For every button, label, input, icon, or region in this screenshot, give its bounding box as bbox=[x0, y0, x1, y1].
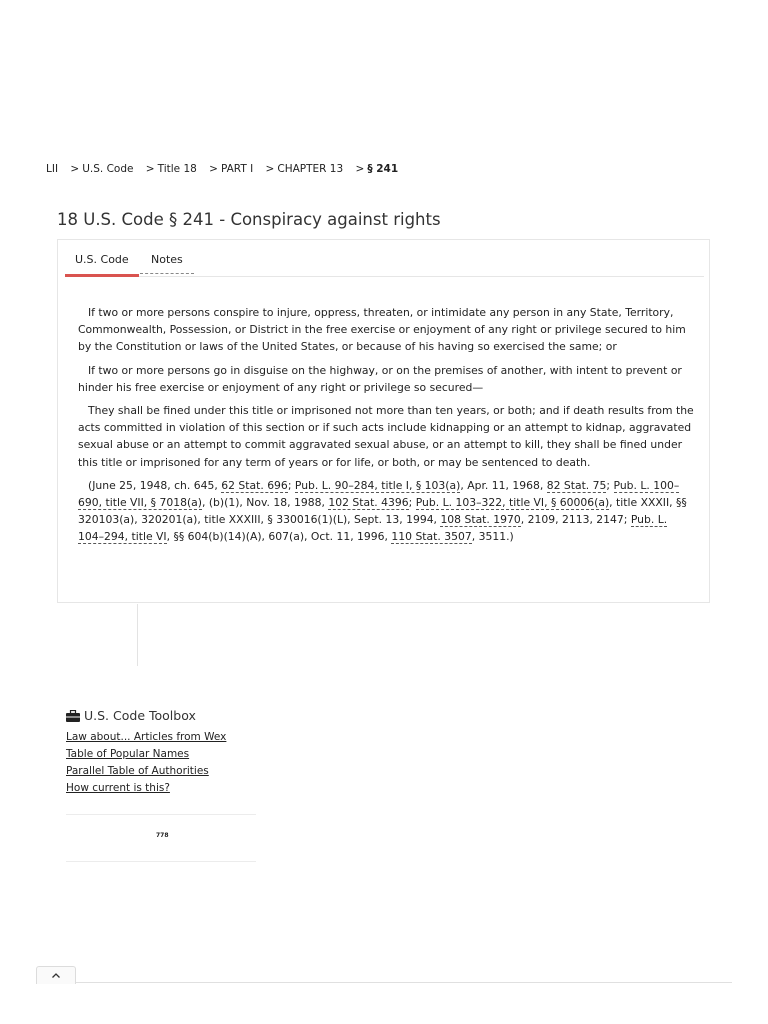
breadcrumb-item-title-18[interactable]: Title 18 bbox=[157, 163, 197, 175]
chevron-up-icon bbox=[51, 972, 61, 979]
source-text: (June 25, 1948, ch. 645, bbox=[88, 478, 222, 492]
breadcrumb-separator: > bbox=[145, 163, 155, 175]
notes-tab-underline bbox=[140, 273, 194, 274]
toolbox-link-wex[interactable]: Law about... Articles from Wex bbox=[66, 731, 227, 743]
source-link[interactable]: 108 Stat. 1970 bbox=[440, 513, 521, 527]
toolbox-links bbox=[66, 729, 256, 797]
page-title: 18 U.S. Code § 241 - Conspiracy against rights bbox=[57, 210, 441, 229]
tab-us-code[interactable]: U.S. Code bbox=[75, 253, 129, 266]
breadcrumb-separator: > bbox=[355, 163, 365, 175]
statute-panel bbox=[57, 239, 710, 603]
back-to-top-button[interactable] bbox=[36, 966, 76, 984]
briefcase-icon bbox=[66, 710, 80, 722]
source-credits bbox=[78, 477, 694, 546]
source-text: , 3511.) bbox=[471, 530, 514, 544]
footer-divider bbox=[36, 982, 732, 983]
source-link[interactable]: 102 Stat. 4396 bbox=[328, 496, 409, 510]
toolbox-link-how-current[interactable]: How current is this? bbox=[66, 782, 170, 794]
breadcrumb-current: § 241 bbox=[367, 163, 399, 175]
breadcrumb-separator: > bbox=[70, 163, 80, 175]
divider-line bbox=[137, 604, 138, 666]
source-text: , title XXXII, §§ 320103(a), 320201(a), title XXXIII, § 330016(1)(L), Sept. 13, 1994, bbox=[78, 496, 687, 527]
source-text: ; bbox=[287, 478, 295, 492]
toolbox-badge-box bbox=[66, 814, 256, 862]
source-link[interactable]: 62 Stat. 696 bbox=[221, 478, 288, 492]
statute-paragraph-2: If two or more persons go in disguise on the highway, or on the premises of another, with intent to prevent or hinder his free exercise or enjoyment of any right or privilege so secured— bbox=[78, 363, 682, 394]
source-link[interactable]: Pub. L. 104–294, title VI bbox=[78, 513, 668, 544]
tab-notes[interactable]: Notes bbox=[151, 253, 183, 266]
source-link[interactable]: 110 Stat. 3507 bbox=[391, 530, 472, 544]
toolbox-title: U.S. Code Toolbox bbox=[84, 708, 196, 723]
breadcrumb bbox=[46, 163, 407, 175]
breadcrumb-separator: > bbox=[209, 163, 218, 175]
toolbox-link-parallel-table[interactable]: Parallel Table of Authorities bbox=[66, 765, 209, 777]
statute-paragraph-3: They shall be fined under this title or imprisoned not more than ten years, or both; and if death results from the acts committed in violation of this section or if such acts include kidnapping or an attempt to kidnap, aggravated sexual abuse or an attempt to commit aggravated sexual abuse, or an attempt to kill, they shall be fined under this title or imprisoned for any term of years or for life, or both, or may be sentenced to death. bbox=[78, 404, 694, 469]
toolbox-link-popular-names[interactable]: Table of Popular Names bbox=[66, 748, 190, 760]
breadcrumb-lii[interactable]: LII bbox=[46, 163, 59, 175]
tab-bar bbox=[65, 240, 704, 277]
breadcrumb-separator: > bbox=[265, 163, 275, 175]
toolbox-header bbox=[66, 708, 256, 723]
source-text: , §§ 604(b)(14)(A), 607(a), Oct. 11, 1996, bbox=[166, 530, 392, 544]
badge-count: 778 bbox=[156, 832, 169, 839]
breadcrumb-item-chapter-13[interactable]: CHAPTER 13 bbox=[277, 163, 344, 175]
breadcrumb-item-us-code[interactable]: U.S. Code bbox=[82, 163, 134, 175]
source-text: , 2109, 2113, 2147; bbox=[520, 513, 631, 527]
statute-paragraph-1: If two or more persons conspire to injure, oppress, threaten, or intimidate any person in any State, Territory, Commonwealth, Possession, or District in the free exercise or enjoyment of any right or privilege secured to him by the Constitution or laws of the United States, or because of his having so exercised the same; or bbox=[78, 306, 686, 354]
source-text: ; bbox=[606, 478, 614, 492]
statute-text bbox=[78, 304, 694, 552]
source-text: , (b)(1), Nov. 18, 1988, bbox=[201, 496, 329, 510]
source-text: ; bbox=[408, 496, 416, 510]
source-link[interactable]: 82 Stat. 75 bbox=[546, 478, 607, 492]
breadcrumb-item-part-1[interactable]: PART I bbox=[220, 163, 254, 175]
source-text: , Apr. 11, 1968, bbox=[460, 478, 547, 492]
source-link[interactable]: Pub. L. 103–322, title VI, § 60006(a) bbox=[415, 496, 610, 510]
source-link[interactable]: Pub. L. 100–690, title VII, § 7018(a) bbox=[78, 478, 680, 510]
active-tab-indicator bbox=[65, 274, 139, 277]
us-code-toolbox bbox=[66, 708, 256, 797]
source-link[interactable]: Pub. L. 90–284, title I, § 103(a) bbox=[294, 478, 461, 492]
